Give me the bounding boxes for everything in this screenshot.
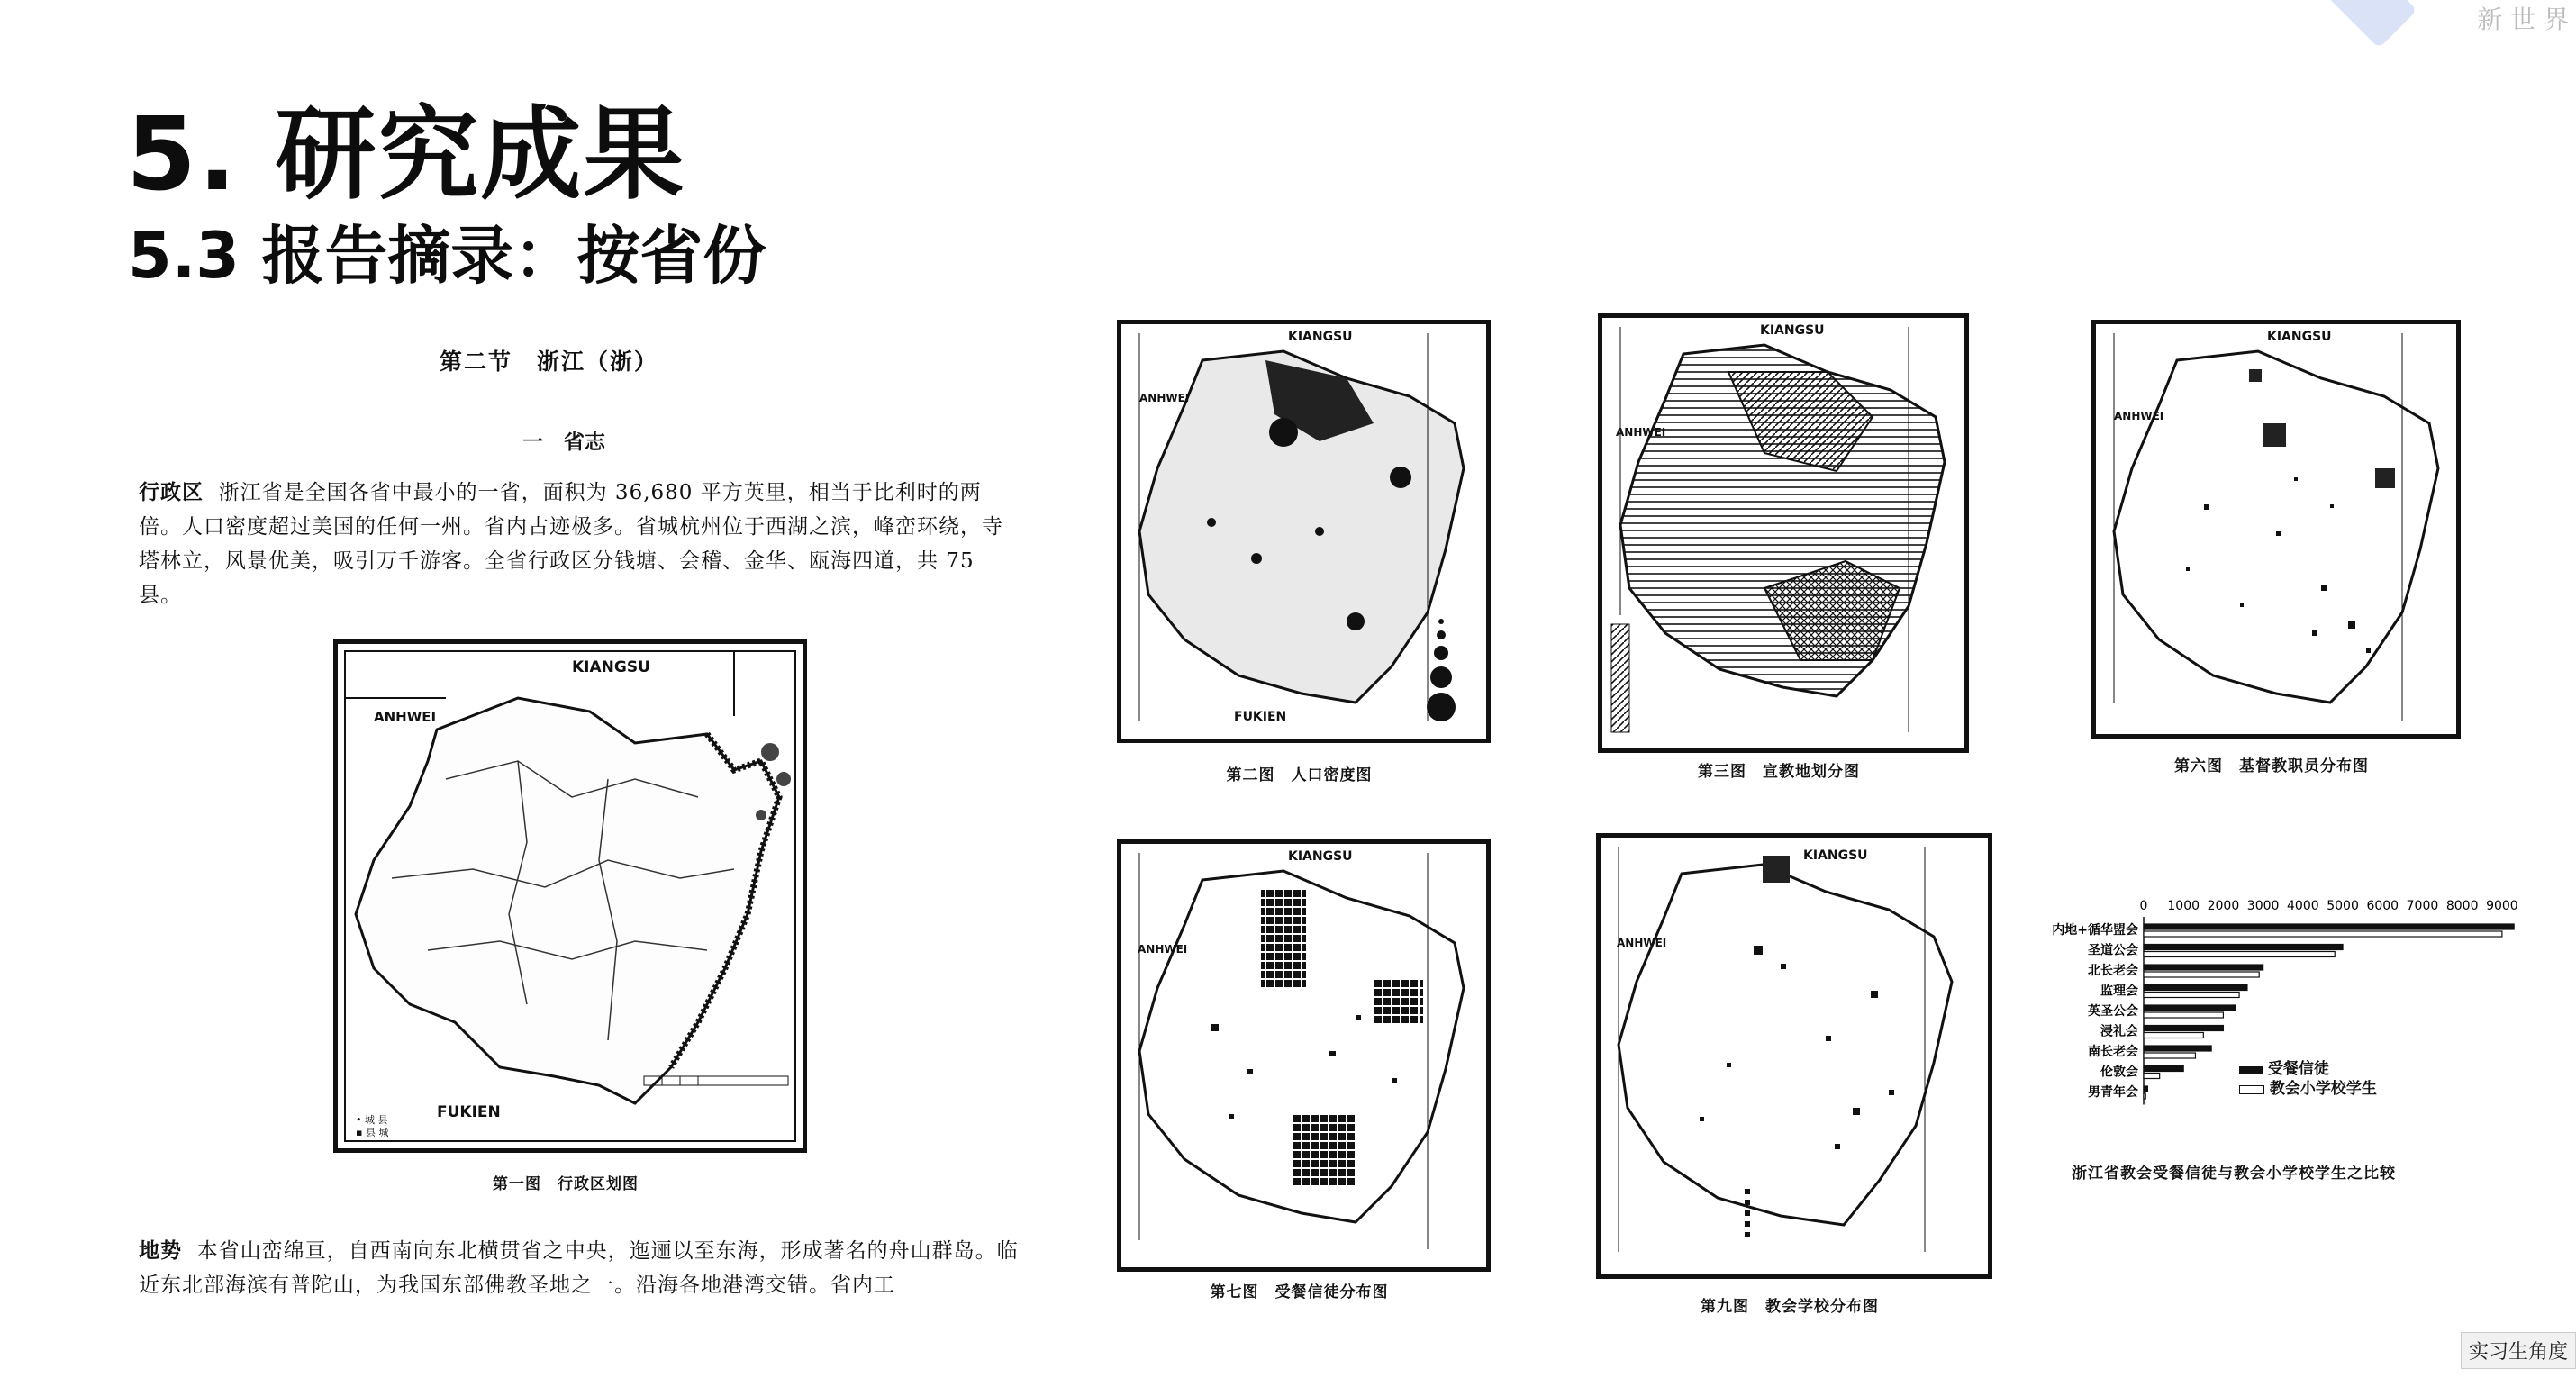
x-tick-label: 7000	[2406, 899, 2439, 913]
bar-school-students	[2144, 931, 2502, 937]
bar-school-students	[2144, 1053, 2195, 1058]
chart-title: 浙江省教会受餐信徒与教会小学校学生之比较	[2072, 1165, 2396, 1183]
province-map-icon	[2096, 324, 2456, 734]
map-caption: 第六图 基督教职员分布图	[2174, 757, 2369, 775]
category-label: 男青年会	[2088, 1085, 2138, 1100]
map-label-west: ANHWEI	[374, 709, 437, 725]
map-label-north: KIANGSU	[2267, 330, 2332, 344]
bar-communicants	[2144, 1005, 2236, 1011]
map-administrative	[333, 639, 807, 1153]
map-mission-schools	[1596, 833, 1992, 1279]
bar-school-students	[2144, 1012, 2223, 1018]
doc-section-title: 第二节 浙江（浙）	[440, 349, 659, 375]
category-label: 圣道公会	[2088, 943, 2138, 958]
legend-swatch-icon	[2239, 1066, 2263, 1074]
bar-communicants	[2144, 965, 2263, 970]
map-population-density	[1117, 320, 1491, 743]
doc-subsection: 一 省志	[522, 430, 605, 454]
bar-school-students	[2144, 952, 2335, 957]
category-label: 监理会	[2100, 984, 2138, 999]
map-caption: 第七图 受餐信徒分布图	[1210, 1283, 1389, 1301]
map-caption: 第三图 宣教地划分图	[1698, 763, 1860, 781]
x-tick-label: 1000	[2167, 899, 2200, 913]
map-caption: 第二图 人口密度图	[1226, 766, 1373, 784]
map-label-north: KIANGSU	[1288, 849, 1353, 864]
map-label-north: KIANGSU	[572, 658, 650, 676]
map-label-west: ANHWEI	[1616, 426, 1666, 439]
para-label: 地势	[139, 1238, 182, 1263]
map-legend-item: • 城 县	[356, 1114, 388, 1126]
bar-communicants	[2144, 1066, 2183, 1072]
corner-text: 新 世 界	[2477, 5, 2569, 34]
para-label: 行政区	[139, 480, 204, 504]
category-label: 南长老会	[2088, 1045, 2138, 1059]
x-tick-label: 5000	[2327, 899, 2359, 913]
para-text: 浙江省是全国各省中最小的一省，面积为 36,680 平方英里，相当于比利时的两倍。人口密度超过美国的任何一州。省内古迹极多。省城杭州位于西湖之滨，峰峦环绕，寺塔林立，风景优美，吸引万千游客。全省行政区分钱塘、会稽、金华、瓯海四道，共 75 县。	[139, 481, 1003, 607]
bar-communicants	[2144, 1026, 2223, 1031]
map-caption: 第九图 教会学校分布图	[1701, 1298, 1879, 1316]
x-tick-label: 0	[2139, 899, 2148, 913]
map-label-west: ANHWEI	[2114, 410, 2164, 422]
map-legend-item: ▪ 县 城	[356, 1127, 389, 1138]
category-label: 浸礼会	[2100, 1024, 2138, 1039]
bar-school-students	[2144, 993, 2239, 998]
map-mission-divisions	[1598, 313, 1969, 753]
map-caption: 第一图 行政区划图	[493, 1175, 639, 1193]
bar-communicants	[2144, 1046, 2211, 1051]
bar-communicants	[2144, 924, 2514, 929]
map-label-west: ANHWEI	[1617, 937, 1667, 949]
legend-swatch-icon	[2239, 1085, 2264, 1094]
doc-paragraph-admin	[139, 476, 1003, 612]
map-label-south: FUKIEN	[1234, 710, 1287, 724]
bar-school-students	[2144, 972, 2259, 977]
province-map-icon	[1601, 838, 1988, 1274]
map-christian-workers	[2091, 320, 2461, 739]
map-label-west: ANHWEI	[1139, 392, 1190, 404]
x-tick-label: 9000	[2486, 899, 2518, 913]
map-label-north: KIANGSU	[1760, 323, 1825, 338]
map-communicants	[1117, 839, 1491, 1272]
chart-legend-item	[2239, 1075, 2377, 1098]
legend-label: 受餐信徒	[2267, 1060, 2329, 1078]
x-tick-label: 4000	[2287, 899, 2319, 913]
slide-title: 5. 研究成果	[126, 96, 686, 213]
bar-school-students	[2144, 1033, 2203, 1038]
category-label: 英圣公会	[2088, 1004, 2138, 1019]
category-label: 内地+循华盟会	[2052, 923, 2138, 938]
category-label: 伦敦会	[2100, 1065, 2138, 1080]
map-label-west: ANHWEI	[1138, 943, 1188, 956]
map-label-north: KIANGSU	[1803, 848, 1868, 863]
x-tick-label: 2000	[2207, 899, 2240, 913]
province-map-icon	[1602, 318, 1964, 748]
map-label-south: FUKIEN	[437, 1103, 501, 1121]
brand-logo-icon	[2302, 0, 2417, 49]
bar-communicants	[2144, 945, 2343, 950]
x-tick-label: 3000	[2246, 899, 2280, 913]
bar-communicants	[2144, 1086, 2147, 1092]
bar-communicants	[2144, 985, 2247, 991]
legend-label: 教会小学校学生	[2269, 1080, 2377, 1098]
province-map-icon	[1121, 844, 1486, 1267]
status-badge[interactable]: 实习生角度	[2461, 1332, 2576, 1369]
category-label: 北长老会	[2088, 964, 2138, 978]
x-tick-label: 8000	[2445, 899, 2479, 913]
para-text: 本省山峦绵亘，自西南向东北横贯省之中央，迤逦以至东海，形成著名的舟山群岛。临近东北部海滨有普陀山，为我国东部佛教圣地之一。沿海各地港湾交错。省内工	[139, 1239, 1019, 1297]
bar-school-students	[2144, 1093, 2145, 1099]
map-label-north: KIANGSU	[1288, 330, 1353, 344]
density-legend	[1427, 619, 1456, 721]
slide-subtitle: 5.3 报告摘录：按省份	[128, 219, 766, 293]
province-map-icon	[1121, 324, 1486, 739]
x-tick-label: 6000	[2366, 899, 2399, 913]
bar-school-students	[2144, 1074, 2160, 1079]
doc-paragraph-terrain	[139, 1234, 1021, 1302]
